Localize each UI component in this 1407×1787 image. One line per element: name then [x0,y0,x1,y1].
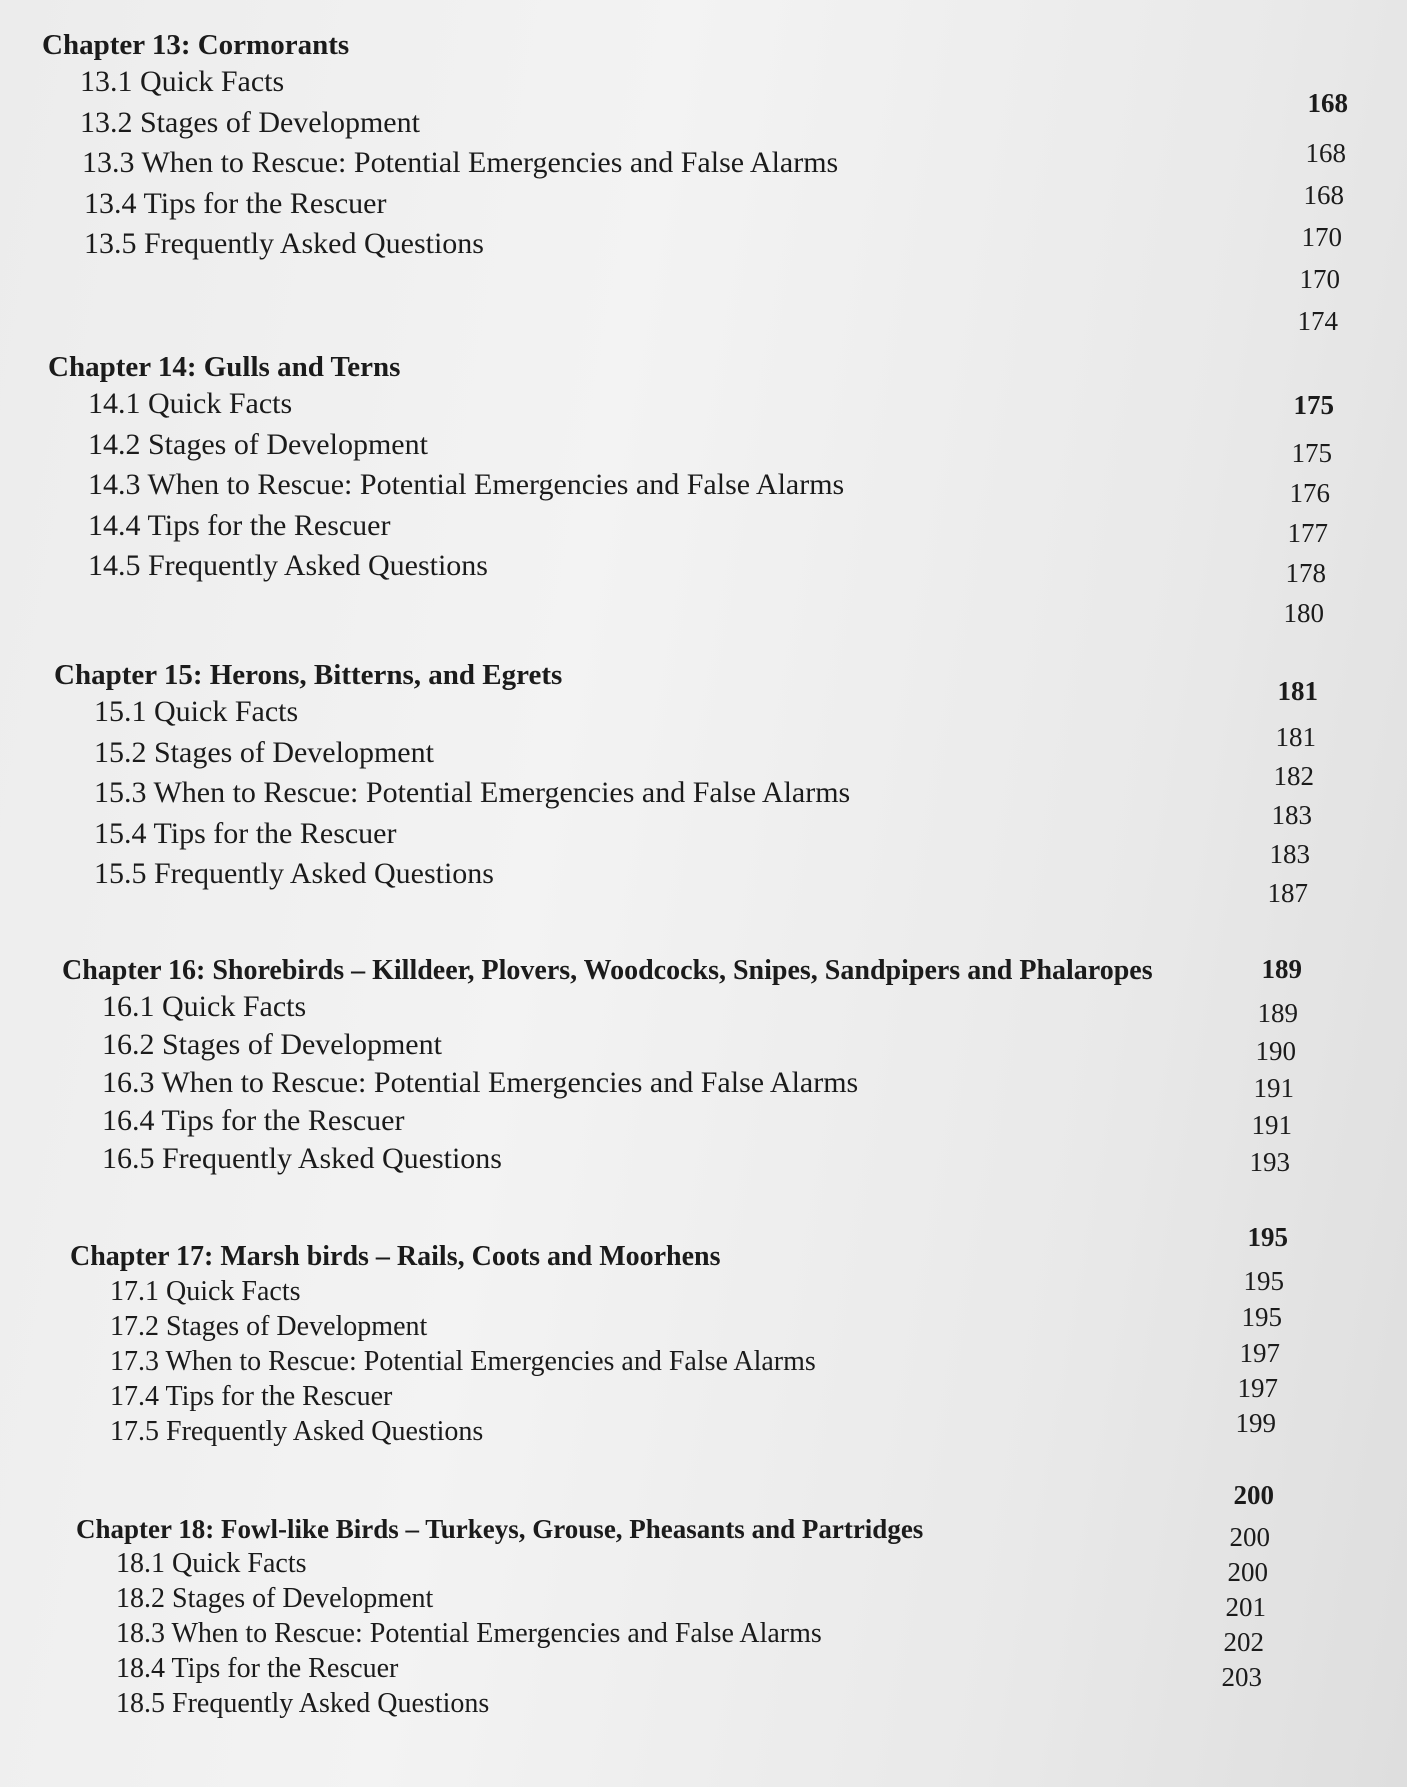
section-page-number: 170 [1301,222,1342,252]
section-page-number: 193 [1249,1147,1290,1177]
section-label: 15.5 Frequently Asked Questions [94,857,494,890]
section-label: 18.3 When to Rescue: Potential Emergencies and False Alarms [116,1618,822,1649]
section-label: 16.4 Tips for the Rescuer [102,1104,405,1137]
section-label: 17.1 Quick Facts [110,1276,301,1307]
section-label: 14.3 When to Rescue: Potential Emergencies and False Alarms [88,468,845,501]
section-label: 17.2 Stages of Development [110,1311,428,1342]
section-label: 18.2 Stages of Development [116,1583,434,1614]
section-page-number: 187 [1267,878,1308,908]
section-page-number: 195 [1243,1266,1284,1296]
section-label: 18.4 Tips for the Rescuer [116,1653,399,1684]
section-label: 17.5 Frequently Asked Questions [110,1416,484,1447]
section-page-number: 189 [1257,998,1298,1028]
chapter-title: Chapter 17: Marsh birds – Rails, Coots and Moorhens [70,1241,721,1272]
section-page-number: 195 [1241,1302,1282,1332]
section-page-number: 174 [1297,306,1338,336]
section-page-number: 168 [1303,180,1344,210]
section-label: 14.2 Stages of Development [88,427,428,461]
section-page-number: 197 [1237,1373,1278,1403]
chapter-title: Chapter 15: Herons, Bitterns, and Egrets [54,659,563,691]
section-label: 18.5 Frequently Asked Questions [116,1688,490,1719]
chapter-page-number: 175 [1293,390,1334,420]
section-label: 14.4 Tips for the Rescuer [88,508,391,542]
section-label: 13.3 When to Rescue: Potential Emergencies and False Alarms [82,146,839,179]
chapter-page-number: 181 [1277,676,1318,706]
section-page-number: 183 [1271,800,1312,830]
section-page-number: 190 [1255,1036,1296,1066]
section-page-number: 175 [1291,438,1332,468]
section-page-number: 203 [1221,1662,1262,1692]
section-label: 16.5 Frequently Asked Questions [102,1142,502,1175]
chapter-page-number: 168 [1307,88,1348,118]
section-page-number: 180 [1283,598,1324,628]
section-label: 15.3 When to Rescue: Potential Emergencies and False Alarms [94,776,851,809]
chapter-17 [70,1240,1370,1449]
chapter-13 [42,28,1342,265]
section-page-number: 191 [1251,1110,1292,1140]
section-label: 13.5 Frequently Asked Questions [84,227,484,260]
section-page-number: 168 [1305,138,1346,168]
section-page-number: 176 [1289,478,1330,508]
section-label: 14.5 Frequently Asked Questions [88,549,488,582]
section-page-number: 181 [1275,722,1316,752]
section-label: 16.3 When to Rescue: Potential Emergencies and False Alarms [102,1066,859,1099]
section-label: 18.1 Quick Facts [116,1548,307,1579]
section-page-number: 191 [1253,1073,1294,1103]
chapter-16 [62,954,1362,1178]
section-label: 17.4 Tips for the Rescuer [110,1381,393,1412]
section-label: 17.3 When to Rescue: Potential Emergencies and False Alarms [110,1346,816,1377]
chapter-page-number: 189 [1261,954,1302,984]
section-page-number: 200 [1227,1557,1268,1587]
section-page-number: 202 [1223,1627,1264,1657]
section-label: 13.2 Stages of Development [80,105,420,139]
chapter-title: Chapter 14: Gulls and Terns [48,351,401,383]
chapter-page-number: 195 [1247,1222,1288,1252]
section-page-number: 170 [1299,264,1340,294]
section-label: 15.2 Stages of Development [94,735,434,769]
chapter-18 [76,1512,1376,1721]
chapter-15 [54,658,1354,895]
section-label: 16.1 Quick Facts [102,990,307,1023]
section-page-number: 182 [1273,761,1314,791]
chapter-title: Chapter 16: Shorebirds – Killdeer, Plovers, Woodcocks, Snipes, Sandpipers and Phalaropes [62,955,1153,986]
chapter-page-number: 200 [1233,1480,1274,1510]
section-page-number: 183 [1269,839,1310,869]
section-label: 15.4 Tips for the Rescuer [94,816,397,850]
section-page-number: 177 [1287,518,1328,548]
section-page-number: 200 [1229,1522,1270,1552]
section-page-number: 178 [1285,558,1326,588]
chapter-title: Chapter 13: Cormorants [42,29,350,61]
section-label: 13.1 Quick Facts [80,65,285,98]
section-label: 13.4 Tips for the Rescuer [84,186,387,220]
section-page-number: 199 [1235,1408,1276,1438]
section-label: 15.1 Quick Facts [94,695,299,728]
section-label: 14.1 Quick Facts [88,387,293,420]
chapter-title: Chapter 18: Fowl-like Birds – Turkeys, Grouse, Pheasants and Partridges [76,1514,924,1544]
section-page-number: 201 [1225,1592,1266,1622]
chapter-14 [48,350,1348,587]
section-page-number: 197 [1239,1338,1280,1368]
section-label: 16.2 Stages of Development [102,1028,442,1061]
